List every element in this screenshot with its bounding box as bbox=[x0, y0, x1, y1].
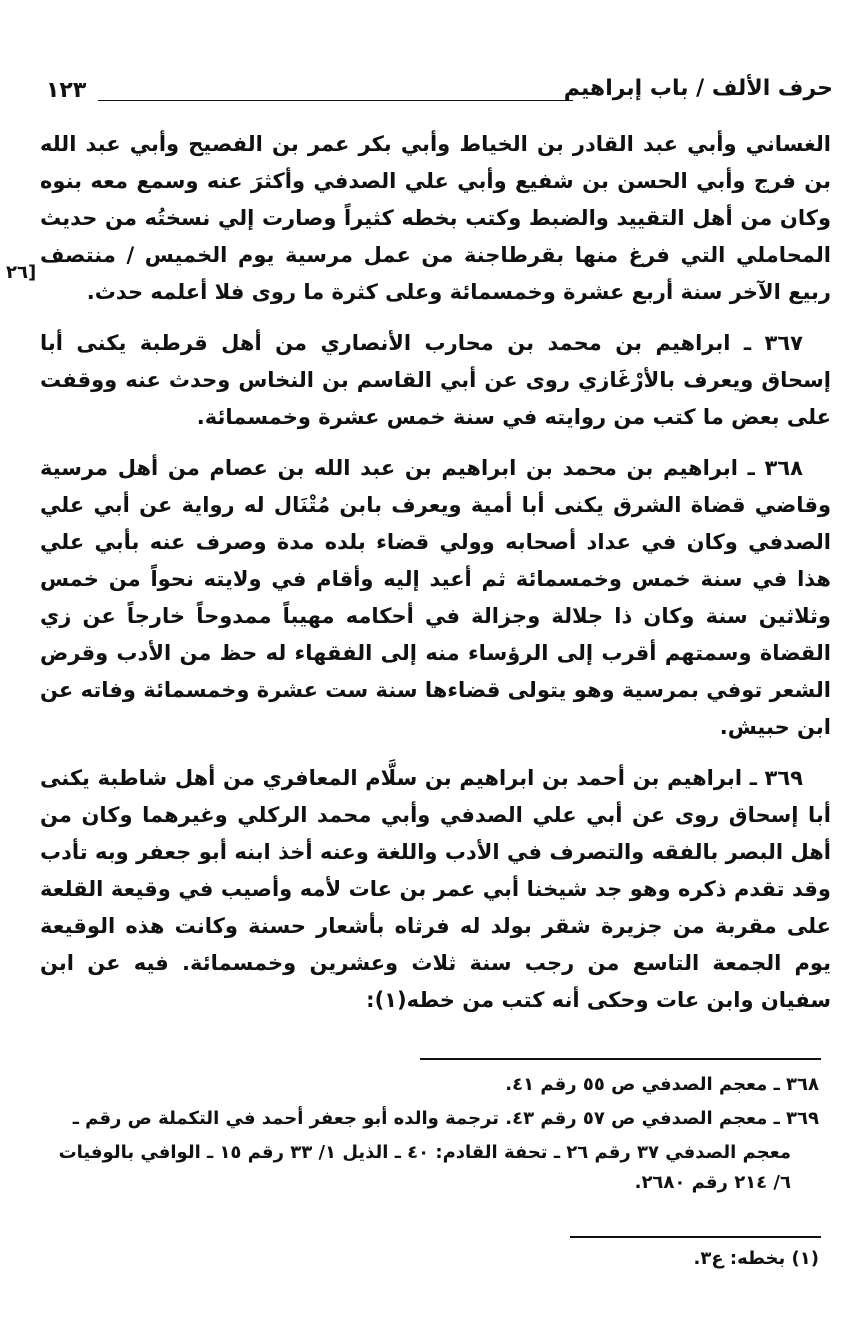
entry-368: ٣٦٨ ـ ابراهيم بن محمد بن ابراهيم بن عبد الله بن عصام من أهل مرسية وقاضي قضاة الشرق يكنى أبا أمية ويعرف بابن مُتْنَال له رواية عن أبي علي الصدفي وكان في عداد أصحابه وولي قضاء بلده مدة وصرف عنه بأبي علي هذا في سنة خمس وخمسمائة ثم أعيد إليه وأقام في ولايته نحواً من خمس وثلاثين سنة وكان ذا جلالة وجزالة في أحكامه مهيباً ممدوحاً خارجاً عن زي القضاة وسمتهم أقرب إلى الرؤساء منه إلى الفقهاء له حظ من الأدب وقرض الشعر توفي بمرسية وهو يتولى قضاءها سنة ست عشرة وخمسمائة وفاته عن ابن حبيش. bbox=[40, 456, 831, 739]
page-number: ١٢٣ bbox=[46, 78, 87, 103]
footnote-368: ٣٦٨ ـ معجم الصدفي ص ٥٥ رقم ٤١. bbox=[505, 1074, 819, 1095]
entry-369: ٣٦٩ ـ ابراهيم بن أحمد بن ابراهيم بن سلَّام المعافري من أهل شاطبة يكنى أبا إسحاق روى عن أبي علي الصدفي وأبي محمد الركلي وغيرهما وكان من أهل البصر بالفقه والتصرف في الأدب واللغة وعنه أخذ ابنه أبو جعفر وبه تأدب وقد تقدم ذكره وهو جد شيخنا أبي عمر بن عات لأمه وأصيب في وقيعة القلعة على مقربة من جزيرة شقر بولد له فرثاه بأشعار حسنة وكانت هذه الوقيعة يوم الجمعة التاسع من رجب سنة ثلاث وعشرين وخمسمائة. فيه عن ابن سفيان وابن عات وحكى أنه كتب من خطه(١): bbox=[40, 766, 831, 1012]
footnote-rule bbox=[420, 1058, 821, 1060]
endnote-rule bbox=[570, 1236, 821, 1238]
entry-367: ٣٦٧ ـ ابراهيم بن محمد بن محارب الأنصاري من أهل قرطبة يكنى أبا إسحاق ويعرف بالأرْغَازي روى عن أبي القاسم بن النخاس وحدث عنه ووقفت على بعض ما كتب من روايته في سنة خمس عشرة وخمسمائة. bbox=[40, 331, 831, 429]
running-head: حرف الألف / باب إبراهيم bbox=[563, 76, 833, 101]
header-rule bbox=[98, 100, 573, 101]
main-text bbox=[40, 126, 831, 1033]
margin-page-marker: ٢٦] bbox=[6, 262, 37, 283]
endnote-1: (١) بخطه: ع٣. bbox=[693, 1248, 819, 1269]
paragraph-continuation: الغساني وأبي عبد القادر بن الخياط وأبي بكر عمر بن الفصيح وأبي عبد الله بن فرج وأبي الحسن بن شفيع وأبي علي الصدفي وأكثرَ عنه وسمع معه بنوه وكان من أهل التقييد والضبط وكتب بخطه كثيراً وصارت إلي نسختُه من حديث المحاملي التي فرغ منها بقرطاجنة من عمل مرسية يوم الخميس / منتصف ربيع الآخر سنة أربع عشرة وخمسمائة وعلى كثرة ما روى فلا أعلمه حدث. bbox=[40, 132, 831, 304]
footnote-369-line1: ٣٦٩ ـ معجم الصدفي ص ٥٧ رقم ٤٣. ترجمة والده أبو جعفر أحمد في التكملة ص رقم ـ bbox=[72, 1108, 819, 1129]
footnotes bbox=[40, 1070, 819, 1202]
page-header bbox=[38, 70, 833, 110]
footnote-369-line2: معجم الصدفي ٣٧ رقم ٢٦ ـ تحفة القادم: ٤٠ ـ الذيل ١/ ٣٣ رقم ١٥ ـ الوافي بالوفيات ٦/ ٢١٤ رقم ٢٦٨٠. bbox=[58, 1142, 791, 1193]
